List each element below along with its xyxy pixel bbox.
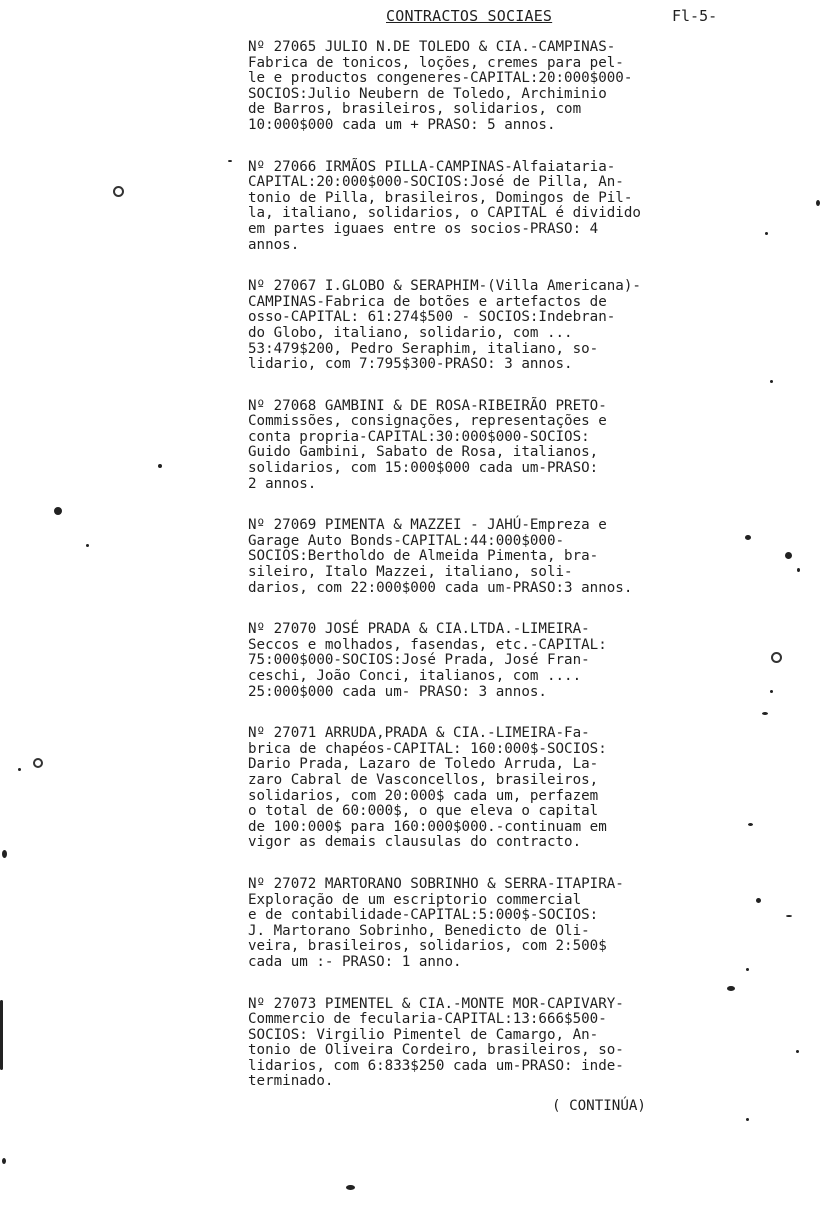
scan-speck	[785, 552, 792, 559]
entry-line: ceschi, João Conci, italianos, com ....	[248, 668, 582, 684]
scan-speck	[727, 986, 735, 991]
scan-speck	[0, 1000, 3, 1070]
scan-speck	[770, 380, 773, 383]
scan-speck	[816, 200, 820, 206]
entry-line: CAPITAL:20:000$000-SOCIOS:José de Pilla, An-	[248, 174, 624, 191]
entry-line: Commissões, consignações, representações e	[248, 413, 607, 430]
scan-speck	[746, 1118, 749, 1121]
contract-entry	[248, 877, 718, 971]
scan-speck	[746, 968, 749, 971]
scan-speck	[771, 652, 782, 663]
page-title: CONTRACTOS SOCIAES	[386, 7, 553, 25]
scan-speck	[2, 850, 7, 858]
contract-entry	[248, 399, 718, 493]
entry-line: darios, com 22:000$000 cada um-PRASO:3 annos.	[248, 579, 633, 596]
entry-line: SOCIOS: Virgilio Pimentel de Camargo, An-	[248, 1026, 599, 1043]
contract-entry	[248, 279, 718, 373]
scan-speck	[796, 1050, 799, 1053]
entry-line: Fabrica de tonicos, loções, cremes para pel-	[248, 54, 624, 71]
scan-speck	[786, 915, 792, 917]
entry-line: SOCIOS:Bertholdo de Almeida Pimenta, bra-	[248, 548, 599, 565]
entry-line: Guido Gambini, Sabato de Rosa, italianos,	[248, 444, 599, 461]
entry-line: tonio de Oliveira Cordeiro, brasileiros, so-	[248, 1042, 624, 1059]
contract-entry	[248, 40, 718, 134]
entry-line: terminado.	[248, 1073, 334, 1090]
entry-line: Nº 27066 IRMÃOS PILLA-CAMPINAS-Alfaiataria-	[248, 158, 616, 175]
entry-line: lidario, com 7:795$300-PRASO: 3 annos.	[248, 356, 573, 373]
entry-line: 75:000$000-SOCIOS:José Prada, José Fran-	[248, 652, 590, 669]
entry-line: Nº 27071 ARRUDA,PRADA & CIA.-LIMEIRA-Fa-	[248, 725, 590, 742]
entry-line: Nº 27067 I.GLOBO & SERAPHIM-(Villa Americana)-	[248, 278, 641, 295]
entry-line: cada um :- PRASO: 1 anno.	[248, 953, 462, 970]
scan-speck	[18, 768, 21, 771]
entry-line: J. Martorano Sobrinho, Benedicto de Oli-	[248, 922, 590, 939]
entry-line: solidarios, com 20:000$ cada um, perfazem	[248, 787, 599, 804]
entry-line: le e productos congeneres-CAPITAL:20:000$000-	[248, 70, 633, 87]
scan-speck	[33, 758, 43, 768]
entry-line: Exploração de um escriptorio commercial	[248, 891, 582, 908]
scan-speck	[113, 186, 124, 197]
scan-speck	[2, 1158, 6, 1164]
contract-entries	[248, 40, 718, 1116]
scan-speck	[770, 690, 773, 693]
entry-line: de Barros, brasileiros, solidarios, com	[248, 101, 582, 118]
entry-line: Nº 27069 PIMENTA & MAZZEI - JAHÚ-Empreza e	[248, 517, 607, 534]
entry-line: Nº 27073 PIMENTEL & CIA.-MONTE MOR-CAPIVARY-	[248, 995, 624, 1012]
entry-line: SOCIOS:Julio Neubern de Toledo, Archiminio	[248, 85, 607, 102]
scan-speck	[748, 823, 753, 826]
entry-line: sileiro, Italo Mazzei, italiano, soli-	[248, 564, 573, 581]
scan-speck	[158, 464, 162, 468]
entry-line: veira, brasileiros, solidarios, com 2:500$	[248, 938, 607, 955]
scan-speck	[797, 568, 800, 572]
entry-line: Nº 27068 GAMBINI & DE ROSA-RIBEIRÃO PRETO-	[248, 397, 607, 414]
entry-line: em partes iguaes entre os socios-PRASO: 4	[248, 220, 599, 237]
entry-line: Commercio de fecularia-CAPITAL:13:666$500-	[248, 1011, 607, 1028]
entry-line: de 100:000$ para 160:000$000.-continuam em	[248, 818, 607, 835]
scan-speck	[86, 544, 89, 547]
scan-speck	[762, 712, 768, 715]
scan-speck	[54, 507, 62, 515]
entry-line: CAMPINAS-Fabrica de botões e artefactos de	[248, 293, 607, 310]
entry-line: e de contabilidade-CAPITAL:5:000$-SOCIOS:	[248, 907, 599, 924]
scan-speck	[228, 160, 232, 162]
contract-entry	[248, 726, 718, 851]
scan-speck	[756, 898, 761, 903]
continued-note: ( CONTINÚA)	[552, 1098, 646, 1114]
entry-line: brica de chapéos-CAPITAL: 160:000$-SOCIOS:	[248, 740, 607, 757]
entry-line: lidarios, com 6:833$250 cada um-PRASO: inde-	[248, 1057, 624, 1074]
entry-line: do Globo, italiano, solidario, com ...	[248, 324, 573, 341]
entry-line: vigor as demais clausulas do contracto.	[248, 834, 582, 851]
contract-entry	[248, 518, 718, 596]
entry-line: osso-CAPITAL: 61:274$500 - SOCIOS:Indebran-	[248, 309, 616, 326]
entry-line: Seccos e molhados, fasendas, etc.-CAPITAL:	[248, 636, 607, 653]
folio-number: Fl-5-	[672, 7, 718, 25]
entry-line: 25:000$000 cada um- PRASO: 3 annos.	[248, 683, 547, 700]
entry-line: Nº 27072 MARTORANO SOBRINHO & SERRA-ITAPIRA-	[248, 875, 624, 892]
entry-line: 53:479$200, Pedro Seraphim, italiano, so-	[248, 340, 599, 357]
entry-line: la, italiano, solidarios, o CAPITAL é dividido	[248, 205, 641, 222]
contract-entry	[248, 160, 718, 254]
entry-line: 2 annos.	[248, 475, 317, 492]
entry-line: Nº 27070 JOSÉ PRADA & CIA.LTDA.-LIMEIRA-	[248, 621, 590, 638]
entry-line: zaro Cabral de Vasconcellos, brasileiros,	[248, 771, 599, 788]
entry-line: Dario Prada, Lazaro de Toledo Arruda, La-	[248, 756, 599, 773]
entry-line: Nº 27065 JULIO N.DE TOLEDO & CIA.-CAMPINAS-	[248, 39, 616, 55]
contract-entry	[248, 622, 718, 700]
scan-speck	[765, 232, 768, 235]
entry-line: 10:000$000 cada um + PRASO: 5 annos.	[248, 116, 556, 133]
entry-line: conta propria-CAPITAL:30:000$000-SOCIOS:	[248, 428, 590, 445]
entry-line: o total de 60:000$, o que eleva o capital	[248, 803, 599, 820]
entry-line: tonio de Pilla, brasileiros, Domingos de Pil-	[248, 189, 633, 206]
scan-speck	[346, 1185, 355, 1190]
contract-entry	[248, 997, 718, 1091]
entry-line: solidarios, com 15:000$000 cada um-PRASO:	[248, 460, 599, 477]
scan-speck	[745, 535, 751, 540]
entry-line: annos.	[248, 236, 300, 253]
entry-line: Garage Auto Bonds-CAPITAL:44:000$000-	[248, 532, 565, 549]
